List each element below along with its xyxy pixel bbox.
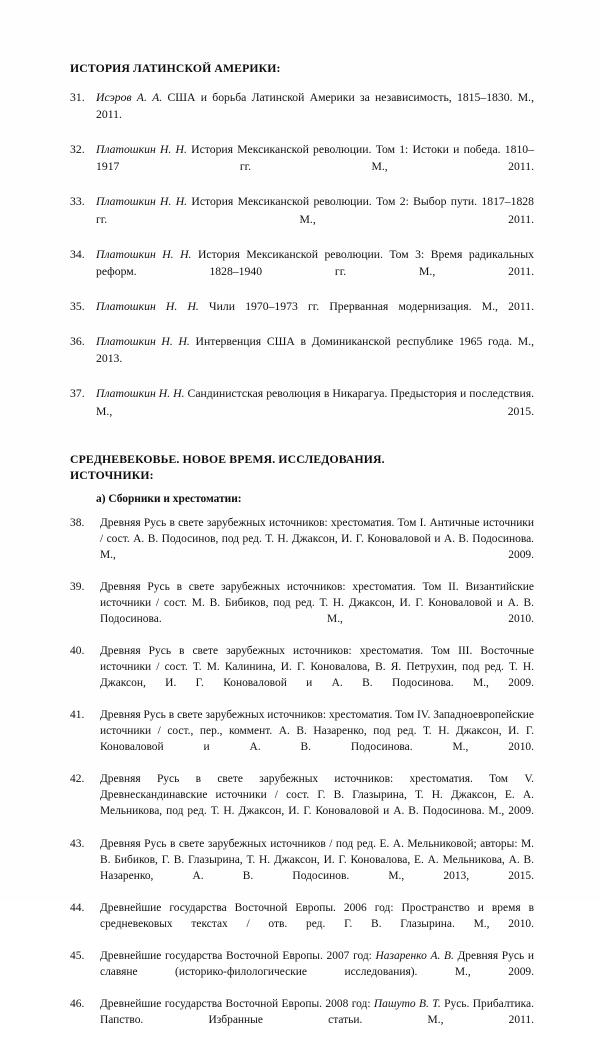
entry-text — [100, 643, 534, 707]
entry-text — [96, 193, 534, 245]
section-heading-medieval-modern — [70, 452, 534, 485]
entry-rest: США и борьба Латинской Америки за независимость, 1815–1830. М., 2011. — [96, 90, 534, 121]
subsection-heading-collections: а) Сборники и хрестоматии: — [96, 492, 242, 505]
entry-tail: Русь. Прибалтика. Папство. Избранные статьи. М., 2011. — [100, 997, 534, 1027]
reference-entry-31 — [70, 89, 534, 141]
entry-author-inline: Пашуто В. Т. — [373, 997, 441, 1010]
reference-entry-46 — [70, 996, 534, 1044]
reference-entry-43 — [70, 836, 534, 900]
entry-number: 33. — [70, 195, 85, 209]
entry-text — [100, 771, 534, 835]
entry-number: 38. — [70, 516, 85, 529]
entry-rest: Древнейшие государства Восточной Европы. 2007 год: — [100, 949, 376, 962]
entry-rest: Интервенция США в Доминиканской республике 1965 года. М., 2013. — [96, 334, 534, 366]
entry-rest: История Мексиканской революции. Том 2: Выбор пути. 1817–1828 гг. М., 2011. — [96, 195, 534, 226]
entry-text — [96, 89, 534, 141]
section-heading-line: ИСТОРИЯ ЛАТИНСКОЙ АМЕРИКИ: — [70, 62, 281, 75]
entry-rest: Древняя Русь в свете зарубежных источников: хрестоматия. Том I. Античные источники / сост. А. В. Подосинов, под ред. Т. Н. Джаксон, И. Г. Коноваловой и А. В. Подосинова. М., 2009. — [100, 516, 534, 561]
entry-author: Платошкин Н. Н. — [96, 299, 199, 313]
entry-number: 41. — [70, 709, 85, 722]
entry-text — [96, 246, 534, 298]
entry-text — [96, 333, 534, 385]
entry-rest: Древняя Русь в свете зарубежных источников: хрестоматия. Том V. Древнескандинавские источники / сост. Г. В. Глазырина, Т. Н. Джаксон, Е. А. Мельникова, под ред. Т. Н. Джаксон, И. Г. Коноваловой и А. В. Подосинова. М., 2009. — [100, 773, 534, 818]
entry-text — [100, 707, 534, 771]
reference-entry-38 — [70, 515, 534, 579]
reference-entry-37 — [70, 385, 534, 437]
entry-rest: Древнейшие государства Восточной Европы. 2006 год: Пространство и время в средневековых текстах / отв. ред. Г. В. Глазырина. М., 2010. — [100, 901, 534, 930]
entry-number: 42. — [70, 773, 85, 786]
entry-text — [96, 141, 534, 193]
entry-tail: Древняя Русь и славяне (историко-филологические исследования). М., 2009. — [100, 949, 534, 978]
entry-rest: Древняя Русь в свете зарубежных источников: хрестоматия. Том III. Восточные источники / сост. Т. М. Калинина, И. Г. Коновалова, В. Я. Петрухин, под ред. Т. Н. Джаксон, И. Г. Коноваловой и А. В. Подосинова. М., 2009. — [100, 644, 534, 690]
entry-author: Платошкин Н. Н. — [96, 247, 192, 261]
section-heading-line-1: СРЕДНЕВЕКОВЬЕ. НОВОЕ ВРЕМЯ. ИССЛЕДОВАНИЯ. — [70, 452, 385, 466]
entry-rest: Древнейшие государства Восточной Европы. 2008 год: — [100, 997, 374, 1010]
entry-rest: Чили 1970–1973 гг. Прерванная модернизация. М., 2011. — [198, 299, 534, 313]
entry-text — [100, 579, 534, 643]
entry-rest: Древняя Русь в свете зарубежных источников: хрестоматия. Том IV. Западноевропейские источники / сост., пер., коммент. А. В. Назаренко, под ред. Т. Н. Джаксон, И. Г. Коноваловой и А. В. Подосинова. М., 2010. — [100, 709, 534, 754]
reference-entry-41 — [70, 707, 534, 771]
entry-text — [100, 996, 534, 1044]
entry-number: 31. — [70, 90, 85, 104]
reference-entry-35 — [70, 298, 534, 333]
entry-text — [100, 948, 534, 996]
section-heading-latin-america — [70, 61, 534, 78]
entry-number: 36. — [70, 334, 85, 348]
reference-entry-45 — [70, 948, 534, 996]
entry-number: 44. — [70, 901, 85, 914]
entry-number: 40. — [70, 644, 85, 657]
reference-entry-34 — [70, 246, 534, 298]
entry-text — [96, 298, 534, 333]
entry-author: Платошкин Н. Н. — [96, 334, 190, 348]
entry-text — [100, 836, 534, 900]
entry-rest: Древняя Русь в свете зарубежных источников / под ред. Е. А. Мельниковой; авторы: М. В. Бибиков, Г. В. Глазырина, Т. Н. Джаксон, И. Г. Коновалова, Е. А. Мельникова, А. В. Назаренко, А. В. Подосинов. М., 2013, 2015. — [100, 837, 534, 882]
entry-rest: История Мексиканской революции. Том 3: Время радикальных реформ. 1828–1940 гг. М., 2011. — [96, 247, 534, 279]
entry-number: 32. — [70, 142, 85, 156]
reference-entry-39 — [70, 579, 534, 643]
entry-rest: Сандинистская революция в Никарагуа. Предыстория и последствия. М., 2015. — [96, 387, 535, 418]
page-content — [70, 61, 534, 1044]
entry-number: 34. — [70, 247, 85, 261]
entry-rest: История Мексиканской революции. Том 1: Истоки и победа. 1810–1917 гг. М., 2011. — [96, 142, 534, 174]
entry-number: 43. — [70, 837, 85, 850]
section-heading-line-2: ИСТОЧНИКИ: — [70, 469, 154, 483]
reference-list-latin-america — [70, 89, 534, 438]
entry-text — [100, 515, 534, 579]
entry-rest: Древняя Русь в свете зарубежных источников: хрестоматия. Том II. Византийские источники / сост. М. В. Бибиков, под ред. Т. Н. Джаксон, И. Г. Коноваловой и А. В. Подосинова. М., 2010. — [100, 580, 534, 625]
entry-number: 46. — [70, 997, 85, 1010]
entry-author: Платошкин Н. Н. — [96, 195, 188, 209]
entry-number: 45. — [70, 949, 85, 962]
reference-list-medieval-modern — [70, 515, 534, 1044]
reference-entry-44 — [70, 900, 534, 948]
entry-number: 37. — [70, 387, 85, 401]
entry-text — [96, 385, 534, 437]
reference-entry-32 — [70, 141, 534, 193]
reference-entry-33 — [70, 193, 534, 245]
entry-author: Исэров А. А. — [96, 90, 163, 104]
entry-author: Платошкин Н. Н. — [96, 387, 185, 401]
entry-number: 39. — [70, 580, 85, 593]
entry-text — [100, 900, 534, 948]
entry-author-inline: Назаренко А. В. — [375, 949, 454, 962]
reference-entry-36 — [70, 333, 534, 385]
entry-author: Платошкин Н. Н. — [96, 142, 187, 156]
reference-entry-40 — [70, 643, 534, 707]
reference-entry-42 — [70, 771, 534, 835]
entry-number: 35. — [70, 299, 85, 313]
